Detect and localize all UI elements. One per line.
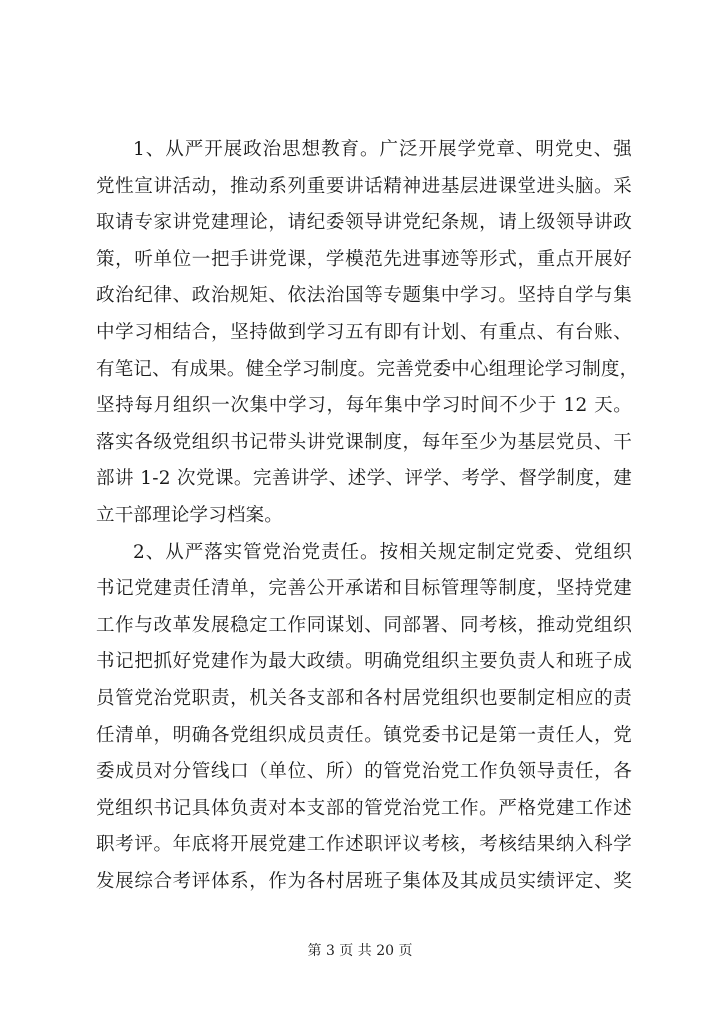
paragraph-1-line-11: 立干部理论学习档案。 — [96, 504, 284, 526]
paragraph-1-line-2: 党性宣讲活动，推动系列重要讲话精神进基层进课堂进头脑。采 — [96, 175, 632, 197]
paragraph-2-line-7: 委成员对分管线口（单位、所）的管党治党工作负领导责任，各 — [96, 761, 632, 783]
paragraph-1-line-9: 落实各级党组织书记带头讲党课制度，每年至少为基层党员、干 — [96, 431, 632, 453]
paragraph-1-line-1: 1、从严开展政治思想教育。广泛开展学党章、明党史、强 — [133, 139, 632, 160]
paragraph-2-line-6: 任清单，明确各党组织成员责任。镇党委书记是第一责任人，党 — [96, 724, 632, 746]
paragraph-2-line-10: 发展综合考评体系，作为各村居班子集体及其成员实绩评定、奖 — [96, 870, 632, 892]
paragraph-1 — [96, 132, 639, 535]
paragraph-1-line-10: 部讲 1-2 次党课。完善讲学、述学、评学、考学、督学制度，建 — [96, 468, 632, 490]
paragraph-2-line-3: 工作与改革发展稳定工作同谋划、同部署、同考核，推动党组织 — [96, 614, 632, 636]
paragraph-1-line-5: 政治纪律、政治规矩、依法治国等专题集中学习。坚持自学与集 — [96, 285, 632, 307]
paragraph-2-line-9: 职考评。年底将开展党建工作述职评议考核，考核结果纳入科学 — [96, 834, 632, 856]
page-footer — [0, 940, 720, 960]
paragraph-1-line-7: 有笔记、有成果。健全学习制度。完善党委中心组理论学习制度， — [96, 358, 639, 380]
paragraph-1-line-8: 坚持每月组织一次集中学习，每年集中学习时间不少于 12 天。 — [96, 395, 632, 417]
paragraph-2-line-4: 书记把抓好党建作为最大政绩。明确党组织主要负责人和班子成 — [96, 651, 632, 673]
paragraph-2 — [96, 535, 632, 901]
paragraph-2-line-1: 2、从严落实管党治党责任。按相关规定制定党委、党组织 — [133, 541, 632, 563]
paragraph-1-line-6: 中学习相结合，坚持做到学习五有即有计划、有重点、有台账、 — [96, 321, 632, 343]
paragraph-1-line-4: 策，听单位一把手讲党课，学模范先进事迹等形式，重点开展好 — [96, 248, 632, 270]
paragraph-2-line-8: 党组织书记具体负责对本支部的管党治党工作。严格党建工作述 — [96, 797, 632, 819]
paragraph-1-line-3: 取请专家讲党建理论，请纪委领导讲党纪条规，请上级领导讲政 — [96, 212, 632, 234]
paragraph-2-line-5: 员管党治党职责，机关各支部和各村居党组织也要制定相应的责 — [96, 687, 632, 709]
page-number-label: 第 3 页 共 20 页 — [307, 943, 413, 959]
document-body — [96, 132, 639, 900]
paragraph-2-line-2: 书记党建责任清单，完善公开承诺和目标管理等制度，坚持党建 — [96, 578, 632, 600]
